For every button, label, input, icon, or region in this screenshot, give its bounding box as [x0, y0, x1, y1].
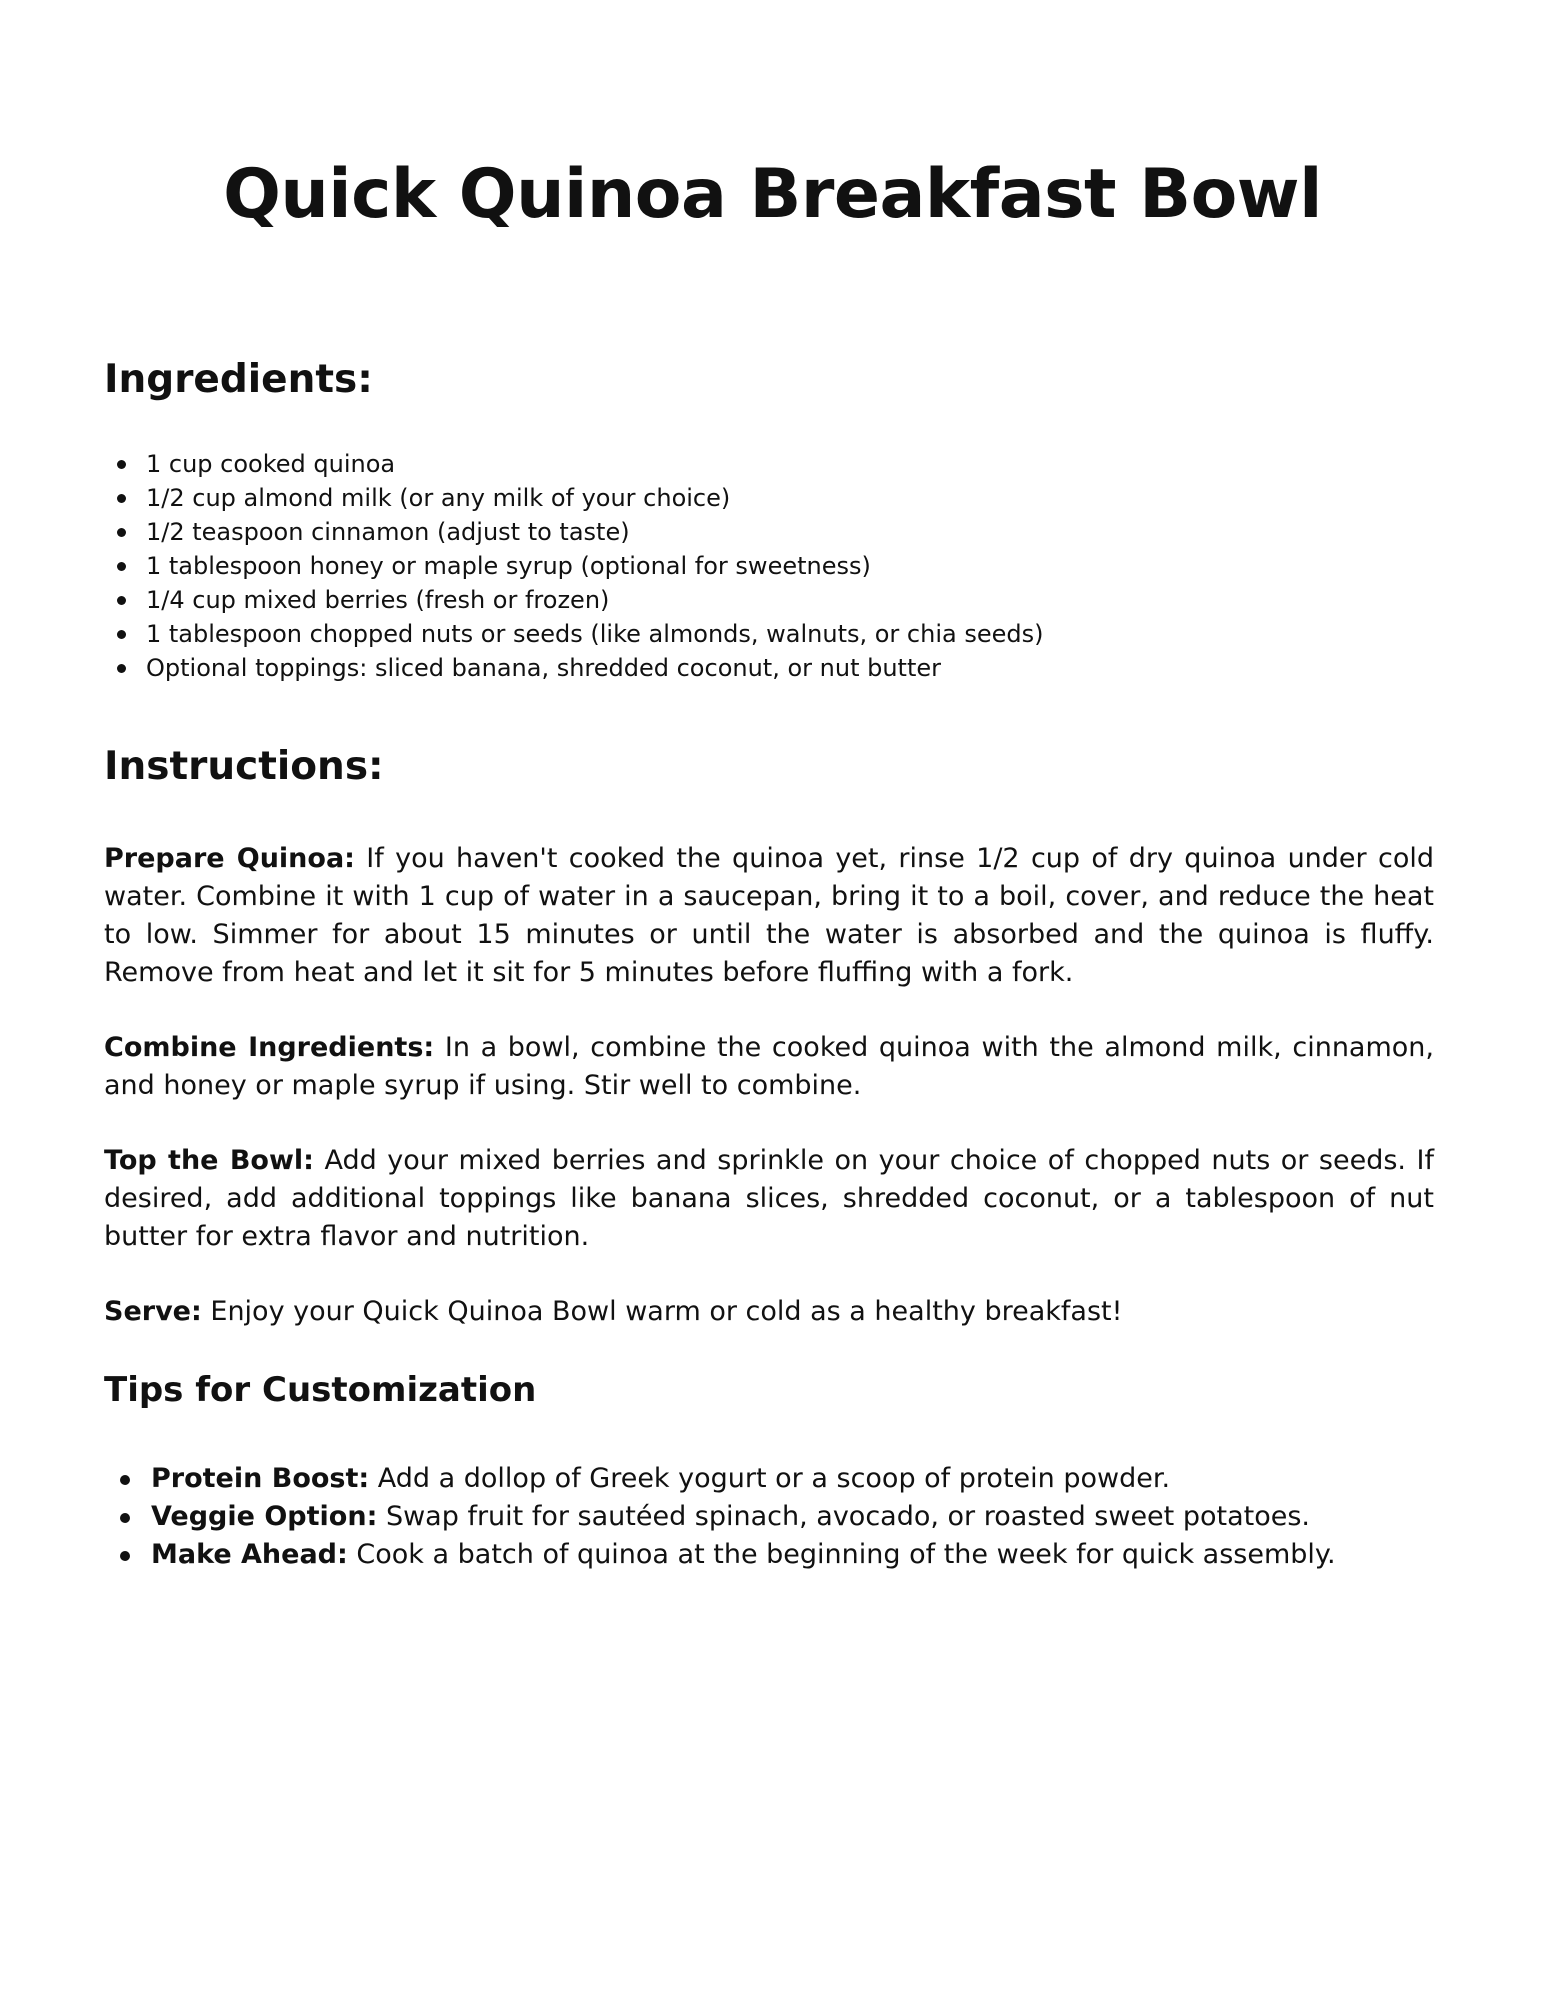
ingredient-item: Optional toppings: sliced banana, shredded coconut, or nut butter: [146, 651, 1446, 685]
instruction-step: [104, 1142, 1434, 1256]
tip-label: Protein Boost:: [151, 1463, 370, 1494]
tips-list: [104, 1460, 1481, 1574]
tip-text: Swap fruit for sautéed spinach, avocado, or roasted sweet potatoes.: [377, 1501, 1310, 1532]
instruction-step: [104, 1293, 1434, 1331]
tip-label: Veggie Option:: [151, 1501, 378, 1532]
ingredient-item: 1 tablespoon honey or maple syrup (optional for sweetness): [146, 549, 1446, 583]
ingredients-list: [104, 447, 1446, 685]
tip-item: [151, 1460, 1481, 1498]
tip-text: Add a dollop of Greek yogurt or a scoop of protein powder.: [369, 1463, 1171, 1494]
step-text: Add your mixed berries and sprinkle on your choice of chopped nuts or seeds. If desired, add additional toppings like banana slices, shredded coconut, or a tablespoon of nut butter for extra flavor and nutrition.: [104, 1145, 1435, 1252]
step-label: Top the Bowl:: [104, 1145, 314, 1176]
ingredient-item: 1 cup cooked quinoa: [146, 447, 1446, 481]
instruction-step: [104, 1029, 1434, 1105]
step-label: Serve:: [104, 1296, 202, 1327]
ingredient-item: 1/2 cup almond milk (or any milk of your choice): [146, 481, 1446, 515]
tip-item: [151, 1536, 1481, 1574]
instructions-steps: [104, 840, 1434, 1368]
tip-item: [151, 1498, 1481, 1536]
step-text: If you haven't cooked the quinoa yet, rinse 1/2 cup of dry quinoa under cold water. Combine it with 1 cup of water in a saucepan, bring it to a boil, cover, and reduce the heat to low. Simmer for about 15 minutes or until the water is absorbed and the quinoa is fluffy. Remove from heat and let it sit for 5 minutes before fluffing with a fork.: [104, 843, 1434, 988]
ingredient-item: 1/2 teaspoon cinnamon (adjust to taste): [146, 515, 1446, 549]
step-label: Combine Ingredients:: [104, 1032, 435, 1063]
tip-label: Make Ahead:: [151, 1539, 348, 1570]
ingredient-item: 1 tablespoon chopped nuts or seeds (like almonds, walnuts, or chia seeds): [146, 617, 1446, 651]
ingredient-item: 1/4 cup mixed berries (fresh or frozen): [146, 583, 1446, 617]
step-label: Prepare Quinoa:: [104, 843, 355, 874]
ingredients-heading: Ingredients:: [104, 357, 373, 402]
instructions-heading: Instructions:: [104, 744, 384, 789]
page-title: Quick Quinoa Breakfast Bowl: [223, 155, 1322, 234]
tip-text: Cook a batch of quinoa at the beginning of the week for quick assembly.: [347, 1539, 1336, 1570]
tips-heading: Tips for Customization: [104, 1370, 537, 1410]
instruction-step: [104, 840, 1434, 992]
step-text: Enjoy your Quick Quinoa Bowl warm or cold as a healthy breakfast!: [201, 1296, 1123, 1327]
step-text: In a bowl, combine the cooked quinoa with the almond milk, cinnamon, and honey or maple syrup if using. Stir well to combine.: [104, 1032, 1434, 1101]
